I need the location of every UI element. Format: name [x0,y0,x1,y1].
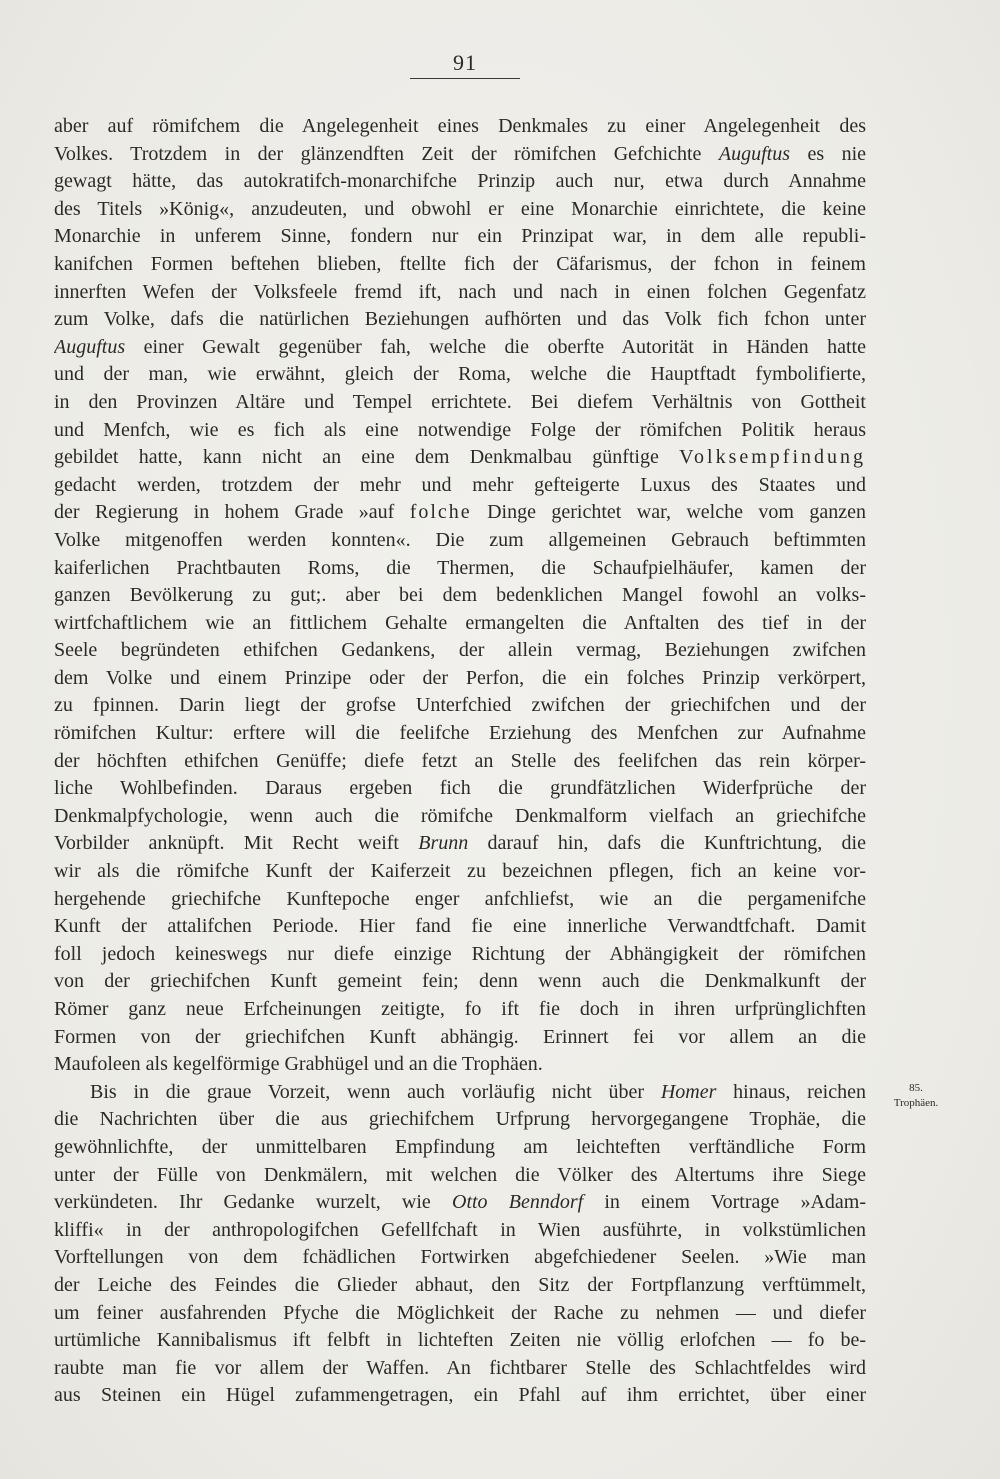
text-line: Volkes. Trotzdem in der glänzendften Zeit der römifchen Gefchichte Auguftus es nie [54,142,866,165]
text-line: zum Volke, dafs die natürlichen Beziehungen aufhörten und das Volk fich fchon unter [54,308,866,331]
text-line: gebildet hatte, kann nicht an eine dem Denkmalbau günftige Volksempfindung [54,446,866,469]
text-line: von der griechifchen Kunft gemeint fein; denn wenn auch die Denkmalkunft der [54,970,866,993]
text-line: Vorftellungen von dem fchädlichen Fortwirken abgefchiedener Seelen. »Wie man [54,1246,866,1269]
text-line: unter der Fülle von Denkmälern, mit welchen die Völker des Altertums ihre Siege [54,1163,866,1186]
text-line: römifchen Kultur: erftere will die feelifche Erziehung des Menfchen zur Aufnahme [54,722,866,745]
text-line: Volke mitgenoffen werden konnten«. Die zum allgemeinen Gebrauch beftimmten [54,528,866,551]
text-line: und der man, wie erwähnt, gleich der Roma, welche die Hauptftadt fymbolifierte, [54,363,866,386]
text-line: Kunft der attalifchen Periode. Hier fand fie eine innerliche Verwandtfchaft. Damit [54,915,866,938]
text-line: der Regierung in hohem Grade »auf folche Dinge gerichtet war, welche vom ganzen [54,501,866,524]
text-line: dem Volke und einem Prinzipe oder der Perfon, die ein folches Prinzip verkörpert, [54,666,866,689]
text-line: wirtfchaftlichem wie an fittlichem Gehalte ermangelten die Anftalten des tief in der [54,611,866,634]
text-line: Maufoleen als kegelförmige Grabhügel und an die Trophäen. [54,1053,543,1076]
text-line: die Nachrichten über die aus griechifchem Urfprung hervorgegangene Trophäe, die [54,1108,866,1131]
text-line: des Titels »König«, anzudeuten, und obwohl er eine Monarchie einrichtete, die keine [54,197,866,220]
text-line: gewagt hätte, das autokratifch-monarchifche Prinzip auch nur, etwa durch Annahme [54,170,866,193]
text-line: in den Provinzen Altäre und Tempel errichtete. Bei diefem Verhältnis von Gottheit [54,390,866,413]
text-line: und Menfch, wie es fich als eine notwendige Folge der römifchen Politik heraus [54,418,866,441]
text-line: urtümliche Kannibalismus ift felbft in lichteften Zeiten nie völlig erlofchen — fo be- [54,1329,866,1352]
text-line: verkündeten. Ihr Gedanke wurzelt, wie Otto Benndorf in einem Vortrage »Adam- [54,1191,866,1214]
text-line: aber auf römifchem die Angelegenheit eines Denkmales zu einer Angelegenheit des [54,115,866,137]
text-line: hergehende griechifche Kunftepoche enger anfchliefst, wie an die pergamenifche [54,887,866,910]
text-line: innerften Wefen der Volksfeele fremd ift, nach und nach in einen folchen Gegenfatz [54,280,866,303]
text-line: kliffi« in der anthropologifchen Gefellfchaft in Wien ausführte, in volkstümlichen [54,1218,866,1241]
text-line: Vorbilder anknüpft. Mit Recht weift Brunn darauf hin, dafs die Kunftrichtung, die [54,832,866,855]
text-line: kanifchen Formen beftehen blieben, ftellte fich der Cäfarismus, der fchon in feinem [54,252,866,275]
text-line: liche Wohlbefinden. Daraus ergeben fich die grundfätzlichen Widerfprüche der [54,777,866,800]
text-line: kaiferlichen Prachtbauten Roms, die Thermen, die Schaufpielhäufer, kamen der [54,556,866,579]
text-line: Seele begründeten ethifchen Gedankens, der allein vermag, Beziehungen zwifchen [54,639,866,662]
page-number: 91 [410,50,520,79]
text-line: raubte man fie vor allem der Waffen. An fichtbarer Stelle des Schlachtfeldes wird [54,1356,866,1379]
text-line: gedacht werden, trotzdem der mehr und mehr gefteigerte Luxus des Staates und [54,473,866,496]
text-line: um feiner ausfahrenden Pfyche die Möglichkeit der Rache zu nehmen — und diefer [54,1301,866,1324]
text-line: der Leiche des Feindes die Glieder abhaut, den Sitz der Fortpflanzung verftümmelt, [54,1273,866,1296]
text-line: foll jedoch keineswegs nur diefe einzige Richtung der Abhängigkeit der römifchen [54,942,866,965]
marginal-note-label: Trophäen. [893,1097,939,1109]
text-line: Formen von der griechifchen Kunft abhängig. Erinnert fei vor allem an die [54,1025,866,1048]
text-line: Bis in die graue Vorzeit, wenn auch vorläufig nicht über Homer hinaus, reichen [90,1080,866,1103]
text-line: wir als die römifche Kunft der Kaiferzeit zu bezeichnen pflegen, fich an keine vor- [54,860,866,883]
text-line: Römer ganz neue Erfcheinungen zeitigte, fo ift fie doch in ihren urfprünglichften [54,998,866,1020]
text-line: Denkmalpfychologie, wenn auch die römifche Denkmalform vielfach an griechifche [54,804,866,827]
text-line: Auguftus einer Gewalt gegenüber fah, welche die oberfte Autorität in Händen hatte [54,335,866,358]
text-line: ganzen Bevölkerung zu gut;. aber bei dem bedenklichen Mangel fowohl an volks- [54,584,866,607]
marginal-note-number: 85. [909,1082,923,1094]
marginal-note [876,1081,956,1111]
text-line: aus Steinen ein Hügel zufammengetragen, ein Pfahl auf ihm errichtet, über einer [54,1384,866,1407]
text-line: Monarchie in unferem Sinne, fondern nur ein Prinzipat war, in dem alle republi- [54,225,866,248]
text-line: gewöhnlichfte, der unmittelbaren Empfindung am leichteften verftändliche Form [54,1135,866,1158]
body-text [54,113,866,1410]
text-line: der höchften ethifchen Genüffe; diefe fetzt an Stelle des feelifchen das rein körper- [54,749,866,772]
text-line: zu fpinnen. Darin liegt der grofse Unterfchied zwifchen der griechifchen und der [54,694,866,717]
